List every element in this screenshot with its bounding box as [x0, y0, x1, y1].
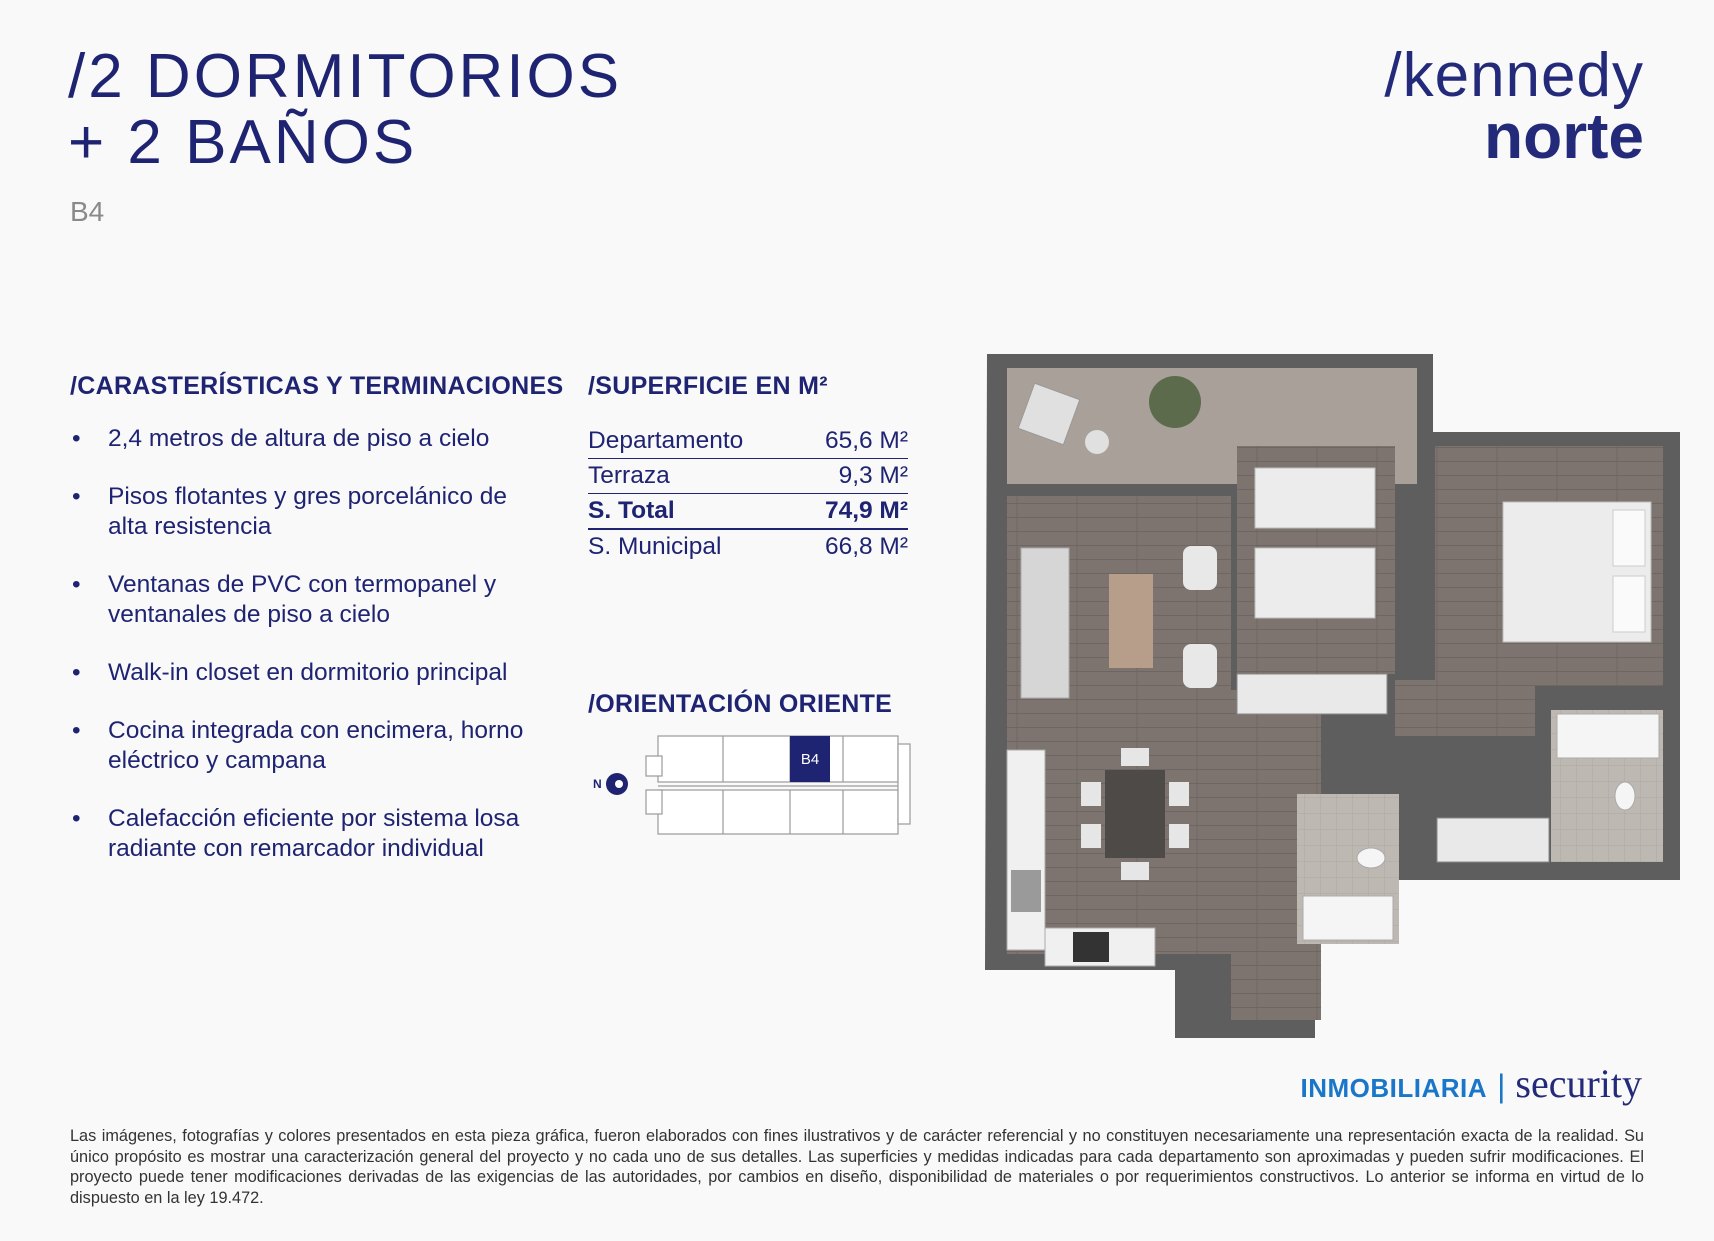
- surface-label: Departamento: [588, 424, 796, 459]
- bullet-icon: •: [72, 571, 81, 598]
- building-key-plan: [588, 730, 928, 840]
- hall-2-floor: [1395, 680, 1535, 736]
- orientation-heading: /ORIENTACIÓN ORIENTE: [588, 690, 893, 718]
- logo-line-1: /kennedy: [1384, 41, 1644, 110]
- features-heading: /CARASTERÍSTICAS Y TERMINACIONES: [70, 372, 564, 400]
- surface-value: 74,9 M²: [796, 494, 908, 530]
- closet-1: [1237, 674, 1387, 714]
- brand-separator: |: [1497, 1068, 1506, 1104]
- feature-text: Walk-in closet en dormitorio principal: [108, 659, 508, 686]
- page-title: [68, 44, 622, 176]
- surface-label: S. Total: [588, 494, 796, 530]
- surface-value: 9,3 M²: [796, 459, 908, 494]
- table-row: [588, 424, 908, 459]
- surface-label: Terraza: [588, 459, 796, 494]
- unit-code: B4: [70, 196, 105, 227]
- bullet-icon: •: [72, 659, 81, 686]
- surface-label: S. Municipal: [588, 533, 722, 560]
- bullet-icon: •: [72, 483, 81, 510]
- closet-2: [1437, 818, 1549, 862]
- table-row-total: [588, 494, 908, 530]
- bullet-icon: •: [72, 425, 81, 452]
- feature-text: Cocina integrada con encimera, horno eléctrico y campana: [108, 717, 524, 774]
- feature-text: 2,4 metros de altura de piso a cielo: [108, 425, 490, 452]
- brand-part-1: INMOBILIARIA: [1300, 1073, 1488, 1103]
- unit-highlight-label: B4: [800, 751, 820, 768]
- feature-item: [70, 804, 540, 864]
- feature-item: [70, 716, 540, 776]
- feature-item: [70, 482, 540, 542]
- floor-plan-image: [985, 350, 1685, 1040]
- feature-item: [70, 424, 540, 454]
- building-outline: [646, 736, 910, 834]
- bullet-icon: •: [72, 717, 81, 744]
- title-line-1: /2 DORMITORIOS: [68, 42, 623, 111]
- feature-text: Ventanas de PVC con termopanel y ventanales de piso a cielo: [108, 571, 497, 628]
- feature-text: Pisos flotantes y gres porcelánico de alta resistencia: [108, 483, 508, 540]
- brand-part-2: security: [1515, 1061, 1642, 1106]
- surface-table: [588, 424, 908, 564]
- table-row: [588, 529, 908, 564]
- feature-text: Calefacción eficiente por sistema losa radiante con remarcador individual: [108, 805, 520, 862]
- legal-disclaimer: Las imágenes, fotografías y colores presentados en esta pieza gráfica, fueron elaborados con fines ilustrativos y de carácter referencial y no constituyen necesariamente una representación exacta de la realidad. Su único propósito es mostrar una caracterización general del proyecto y no cada uno de sus detalles. Las superficies y medidas indicadas para cada departamento son aproximadas y pueden sufrir modificaciones. El proyecto puede tener modificaciones derivadas de las exigencias de las autoridades, por cambios en diseño, disponibilidad de materiales o por requerimientos constructivos. Lo anterior se informa en virtud de lo dispuesto en la ley 19.472.: [70, 1127, 1644, 1207]
- project-logo: [1384, 41, 1644, 172]
- compass-icon: [593, 773, 628, 795]
- table-row: [588, 459, 908, 494]
- surface-value: 65,6 M²: [796, 424, 908, 459]
- surface-value: 66,8 M²: [824, 533, 908, 560]
- north-label: N: [593, 777, 602, 791]
- title-line-2: + 2 BAÑOS: [68, 108, 418, 177]
- surface-heading: /SUPERFICIE EN M²: [588, 372, 828, 400]
- features-list: [70, 424, 540, 892]
- feature-item: [70, 570, 540, 630]
- bullet-icon: •: [72, 805, 81, 832]
- developer-logo: [1301, 1060, 1642, 1107]
- feature-item: [70, 658, 540, 688]
- logo-line-2: norte: [1484, 100, 1644, 172]
